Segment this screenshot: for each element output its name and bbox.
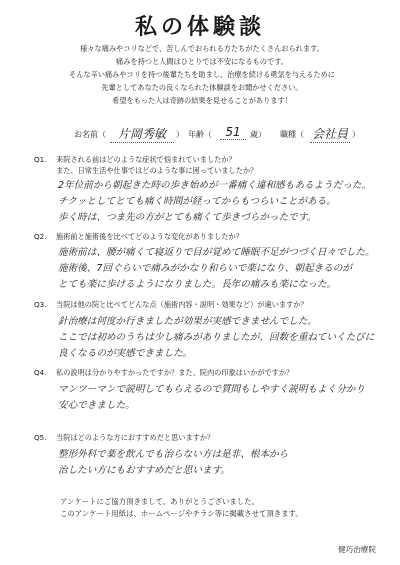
question-number: Q5. <box>34 433 47 442</box>
answer-2 <box>58 245 388 293</box>
question-1 <box>34 154 257 176</box>
answer-line: チクッとしてとても痛く時間が経ってからもつらいことがある。 <box>58 196 336 207</box>
question-number: Q2. <box>34 232 47 241</box>
answer-3 <box>58 314 388 362</box>
question-text: また、日常生活や仕事ではどのような事に困っていましたか？ <box>56 166 258 175</box>
name-value: 片岡秀敏 <box>110 125 174 143</box>
question-5 <box>34 432 214 443</box>
question-text: 来院される前はどのような症状で悩まれていましたか？ <box>56 155 236 164</box>
answer-4 <box>58 382 388 414</box>
job-close: ） <box>352 130 360 139</box>
question-text: 私の説明は分かりやすかったですか？また、院内の印象はいかがですか？ <box>56 368 294 377</box>
answer-line: 歩く時は、つま先の方がとても痛くて歩きづらかったです。 <box>58 212 317 223</box>
age-unit: 歳） <box>250 130 266 139</box>
page-title: 私の体験談 <box>134 15 265 40</box>
question-3 <box>34 299 308 310</box>
closing-line: アンケートにご協力頂きまして、ありがとうございました。 <box>60 497 259 506</box>
answer-line: 良くなるのが実感できました。 <box>58 348 193 359</box>
closing-text <box>60 496 390 520</box>
question-4 <box>34 367 293 378</box>
answer-line: マンツーマンで説明してもらえるので質問もしやすく説明もよく分かり <box>58 384 365 395</box>
answer-line: 整形外科で薬を飲んでも治らない方は是非、根本から <box>58 449 289 460</box>
answer-line: 施術前は、腰が痛くて寝返りで目が覚めて睡眠不足がつづく日々でした。 <box>58 247 375 258</box>
age-label: 年齢（ <box>188 130 212 139</box>
answer-line: 針治療は何度か行きましたが効果が実感できませんでした。 <box>58 316 318 327</box>
question-text: 当院はどのような方におすすめだと思いますか？ <box>56 433 215 442</box>
name-close: ） <box>176 130 184 139</box>
answer-line: 治したい方にもおすすめだと思います。 <box>58 465 231 476</box>
respondent-info <box>74 124 384 144</box>
answer-1 <box>58 178 388 226</box>
question-text: 施術前と施術後を比べてどのような変化がありましたか？ <box>56 232 243 241</box>
intro-text <box>22 42 382 107</box>
question-2 <box>34 231 243 242</box>
answer-line: 2年位前から朝起きた時の歩き始めが一番痛く違和感もあるようだった。 <box>58 180 372 191</box>
intro-line: 痛みを持つと人間はひとりでは不安になるものです。 <box>116 57 288 66</box>
clinic-name: 健巧治療院 <box>338 545 376 554</box>
intro-line: 先輩としてあなたの良くなられた体験談をお聞かせください。 <box>101 83 303 92</box>
answer-line: ここでは初めのうちは少し痛みがありましたが、回数を重ねていくたびに <box>58 332 375 343</box>
job-value: 会社員 <box>311 127 348 141</box>
closing-line: このアンケート用紙は、ホームページやチラシ等に掲載させて頂きます。 <box>60 509 303 518</box>
question-number: Q3. <box>34 300 47 309</box>
answer-line: とても楽に歩けるようになりました。長年の痛みも楽になった。 <box>58 279 337 290</box>
intro-line: 様々な痛みやコリなどで、苦しんでおられる方たちがたくさんおられます。 <box>80 44 324 53</box>
question-number: Q1. <box>34 155 47 164</box>
answer-line: 安心できました。 <box>58 400 135 411</box>
intro-line: そんな辛い痛みやコリを持つ後輩たちを助まし、治療を続ける勇気を与えるために <box>69 70 335 79</box>
question-number: Q4. <box>34 368 47 377</box>
name-label: お名前（ <box>74 130 106 139</box>
answer-line: 施術後、7回ぐらいで痛みがかなり和らいで楽になり、朝起きるのが <box>58 263 352 274</box>
answer-5 <box>58 447 388 479</box>
age-value: 51 <box>220 125 246 140</box>
question-text: 当院は他の院と比べてどんな点（施術内容・説明・効果など）が違いますか？ <box>56 300 308 309</box>
job-label: 職種（ <box>280 130 304 139</box>
intro-line: 希望をもった人は奇跡の結果を見せることがあります！ <box>112 96 292 105</box>
